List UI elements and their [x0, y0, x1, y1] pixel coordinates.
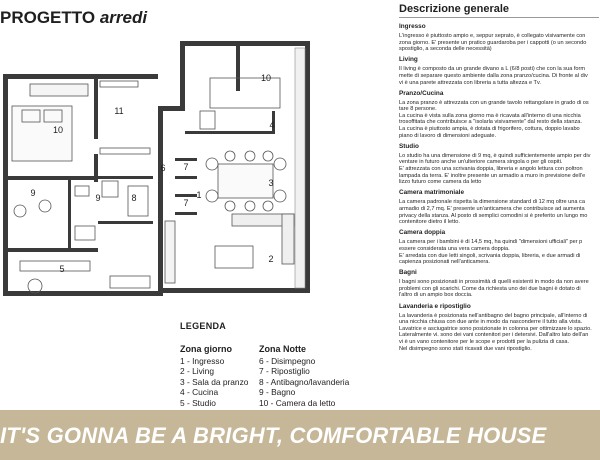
- section-text-line: La cucina è vista sulla zona giorno ma è ricavata all'interno di una nicchia: [399, 112, 581, 119]
- section-heading: Lavanderia e ripostiglio: [399, 302, 471, 310]
- legend-item: 4 - Cucina: [180, 387, 219, 398]
- room-label-10b: 10: [260, 73, 272, 83]
- section-heading: Bagni: [399, 269, 417, 277]
- legend-item: 7 - Ripostiglio: [259, 366, 310, 377]
- room-label-10a: 10: [52, 125, 64, 135]
- section-text-line: piano di lavoro di dimensioni adeguate.: [399, 132, 497, 139]
- section-text-line: contenitore dietro il letto.: [399, 219, 460, 226]
- room-label-11: 11: [114, 106, 124, 116]
- section-text-line: privacy della stanza. Al posto di semplici comodini si è preferito un lungo mo: [399, 212, 588, 219]
- description-section: [399, 91, 600, 140]
- section-text-line: l'altro di un ampio box doccia.: [399, 292, 473, 299]
- title-main: PROGETTO: [0, 8, 96, 27]
- title-sub: arredi: [99, 8, 148, 27]
- legend-night-title: Zona Notte: [259, 344, 306, 354]
- section-text-line: I bagni sono posizionati in prossimità di quelli esistenti in modo da non avere: [399, 279, 589, 286]
- room-label-8: 8: [131, 193, 137, 203]
- room-label-9a: 9: [30, 188, 36, 198]
- section-text-line: capienza posizionati nell'anticamera.: [399, 259, 490, 266]
- legend-item: 9 - Bagno: [259, 387, 296, 398]
- legend-item: 3 - Sala da pranzo: [180, 376, 249, 387]
- legend-item: 8 - Antibagno/lavanderia: [259, 376, 350, 387]
- description-panel: [399, 0, 600, 410]
- section-text-line: La lavanderia è posizionata nell'antibagno del bagno principale, all'interno di: [399, 312, 588, 319]
- description-section: [399, 190, 600, 225]
- section-heading: Ingresso: [399, 23, 426, 30]
- page-title: [0, 8, 147, 28]
- section-heading: Camera matrimoniale: [399, 189, 464, 197]
- section-text-line: La camera per i bambini è di 14,5 mq, ha quindi "dimensioni ufficiali" per p: [399, 239, 583, 246]
- description-sections: [399, 24, 600, 357]
- section-text-line: Lavatrice e asciugatrice sono posizionate in colonna per ottimizzare lo spazio.: [399, 325, 592, 332]
- description-title: Descrizione generale: [399, 3, 510, 15]
- banner-slogan: IT'S GONNA BE A BRIGHT, COMFORTABLE HOUSE: [0, 423, 547, 448]
- section-text-line: zona giorno. E' presente un pratico guardaroba per i cappotti (o un secondo: [399, 39, 587, 46]
- description-section: [399, 144, 600, 186]
- section-text-line: E' arredata con due letti singoli, scrivania doppia, libreria, e due armadi di: [399, 252, 581, 259]
- legend-item: 2 - Living: [180, 366, 214, 377]
- room-label-3: 3: [268, 178, 274, 188]
- legend-day-column: [180, 344, 248, 409]
- section-heading: Pranzo/Cucina: [399, 89, 444, 97]
- footer-banner: [0, 410, 600, 460]
- floor-plan: [0, 36, 312, 298]
- section-text-line: trosoffitata che contribuisce a "isolarla visivamente" dal resto della stanza.: [399, 119, 582, 126]
- section-text-line: Lateralmente vi. sono dei vani contenitori per i detersivi. Dall'altro lato dell'an: [399, 332, 589, 339]
- legend-night-column: [259, 344, 349, 419]
- section-heading: Camera doppia: [399, 229, 446, 237]
- description-section: [399, 270, 600, 299]
- room-label-7b: 7: [183, 198, 189, 208]
- description-section: [399, 57, 600, 86]
- legend-day-title: Zona giorno: [180, 344, 232, 354]
- section-text-line: essere considerata una vera camera doppia.: [399, 245, 510, 252]
- legend-item: 1 - Ingresso: [180, 355, 225, 366]
- section-text-line: E' attrezzata con una scrivania doppia, libreria e angolo lettura con poltron: [399, 166, 583, 173]
- room-label-9b: 9: [95, 193, 101, 203]
- section-text-line: mette di separare questo ambiente dalla zona pranzo/cucina. Di fronte al div: [399, 72, 588, 79]
- section-text-line: lizzo futuro come camera da letto: [399, 179, 482, 186]
- section-text-line: tare 8 persone.: [399, 106, 437, 113]
- section-text-line: Lo studio ha una dimensione di 9 mq, è quindi sufficientemente ampio per div: [399, 152, 591, 159]
- legend-item: 6 - Disimpegno: [259, 355, 316, 366]
- legend-item: 5 - Studio: [180, 397, 216, 408]
- legend-title: LEGENDA: [180, 321, 227, 331]
- room-label-7a: 7: [183, 162, 189, 172]
- section-text-line: vi è una parete attrezzata con libreria a tutta altezza e Tv.: [399, 79, 541, 86]
- balcony-hatch: [295, 48, 305, 288]
- section-text-line: Nel disimpegno sono stati ricavati due vani ripostiglio.: [399, 345, 532, 352]
- room-label-2: 2: [268, 254, 274, 264]
- room-label-6: 6: [160, 163, 166, 173]
- section-text-line: La cucina è piuttosto ampia, è dotata di frigorifero, cottura, doppio lavabo: [399, 126, 580, 133]
- room-label-5: 5: [59, 264, 65, 274]
- title-divider: [399, 17, 599, 18]
- section-text-line: La zona pranzo è attrezzata con un grande tavolo rettangolare in grado di os: [399, 99, 589, 106]
- section-text-line: L'ingresso è piuttosto ampio e, seppur seprato, è collegato visivamente con: [399, 32, 586, 39]
- section-text-line: vi è un vano contenitore per le scope e prodotti per la pulizia di casa.: [399, 339, 570, 346]
- section-text-line: lampada da terra. E' inoltre presente un armadio a muro in previsione dell'e: [399, 172, 586, 179]
- room-label-4: 4: [269, 120, 275, 130]
- section-heading: Living: [399, 56, 418, 64]
- section-text-line: La camera padronale rispetta la dimensione standard di 12 mq oltre una ca: [399, 199, 585, 206]
- legend-item: 10 - Camera da letto: [259, 397, 336, 408]
- description-section: [399, 24, 600, 53]
- section-text-line: armadio di 2,7 mq. E' presente un'anticamera che contribuisce ad aumenta: [399, 205, 585, 212]
- section-text-line: problemi con gli scarichi. Come da richiesta uno dei due bagni è dotato di: [399, 285, 581, 292]
- section-text-line: Il living è composto da un grande divano a L (6/8 posti) che con la sua form: [399, 66, 586, 73]
- description-section: [399, 230, 600, 265]
- description-section: [399, 304, 600, 353]
- section-text-line: ventare in futuro anche un'ulteriore camera singola o per gli ospiti.: [399, 159, 563, 166]
- section-text-line: una nicchia chiusa con due ante in modo da nasconderre il tutto alla vista.: [399, 319, 583, 326]
- room-label-1: 1: [196, 190, 202, 200]
- section-heading: Studio: [399, 142, 419, 150]
- section-text-line: spostiglio, a seconda delle necessità): [399, 46, 492, 53]
